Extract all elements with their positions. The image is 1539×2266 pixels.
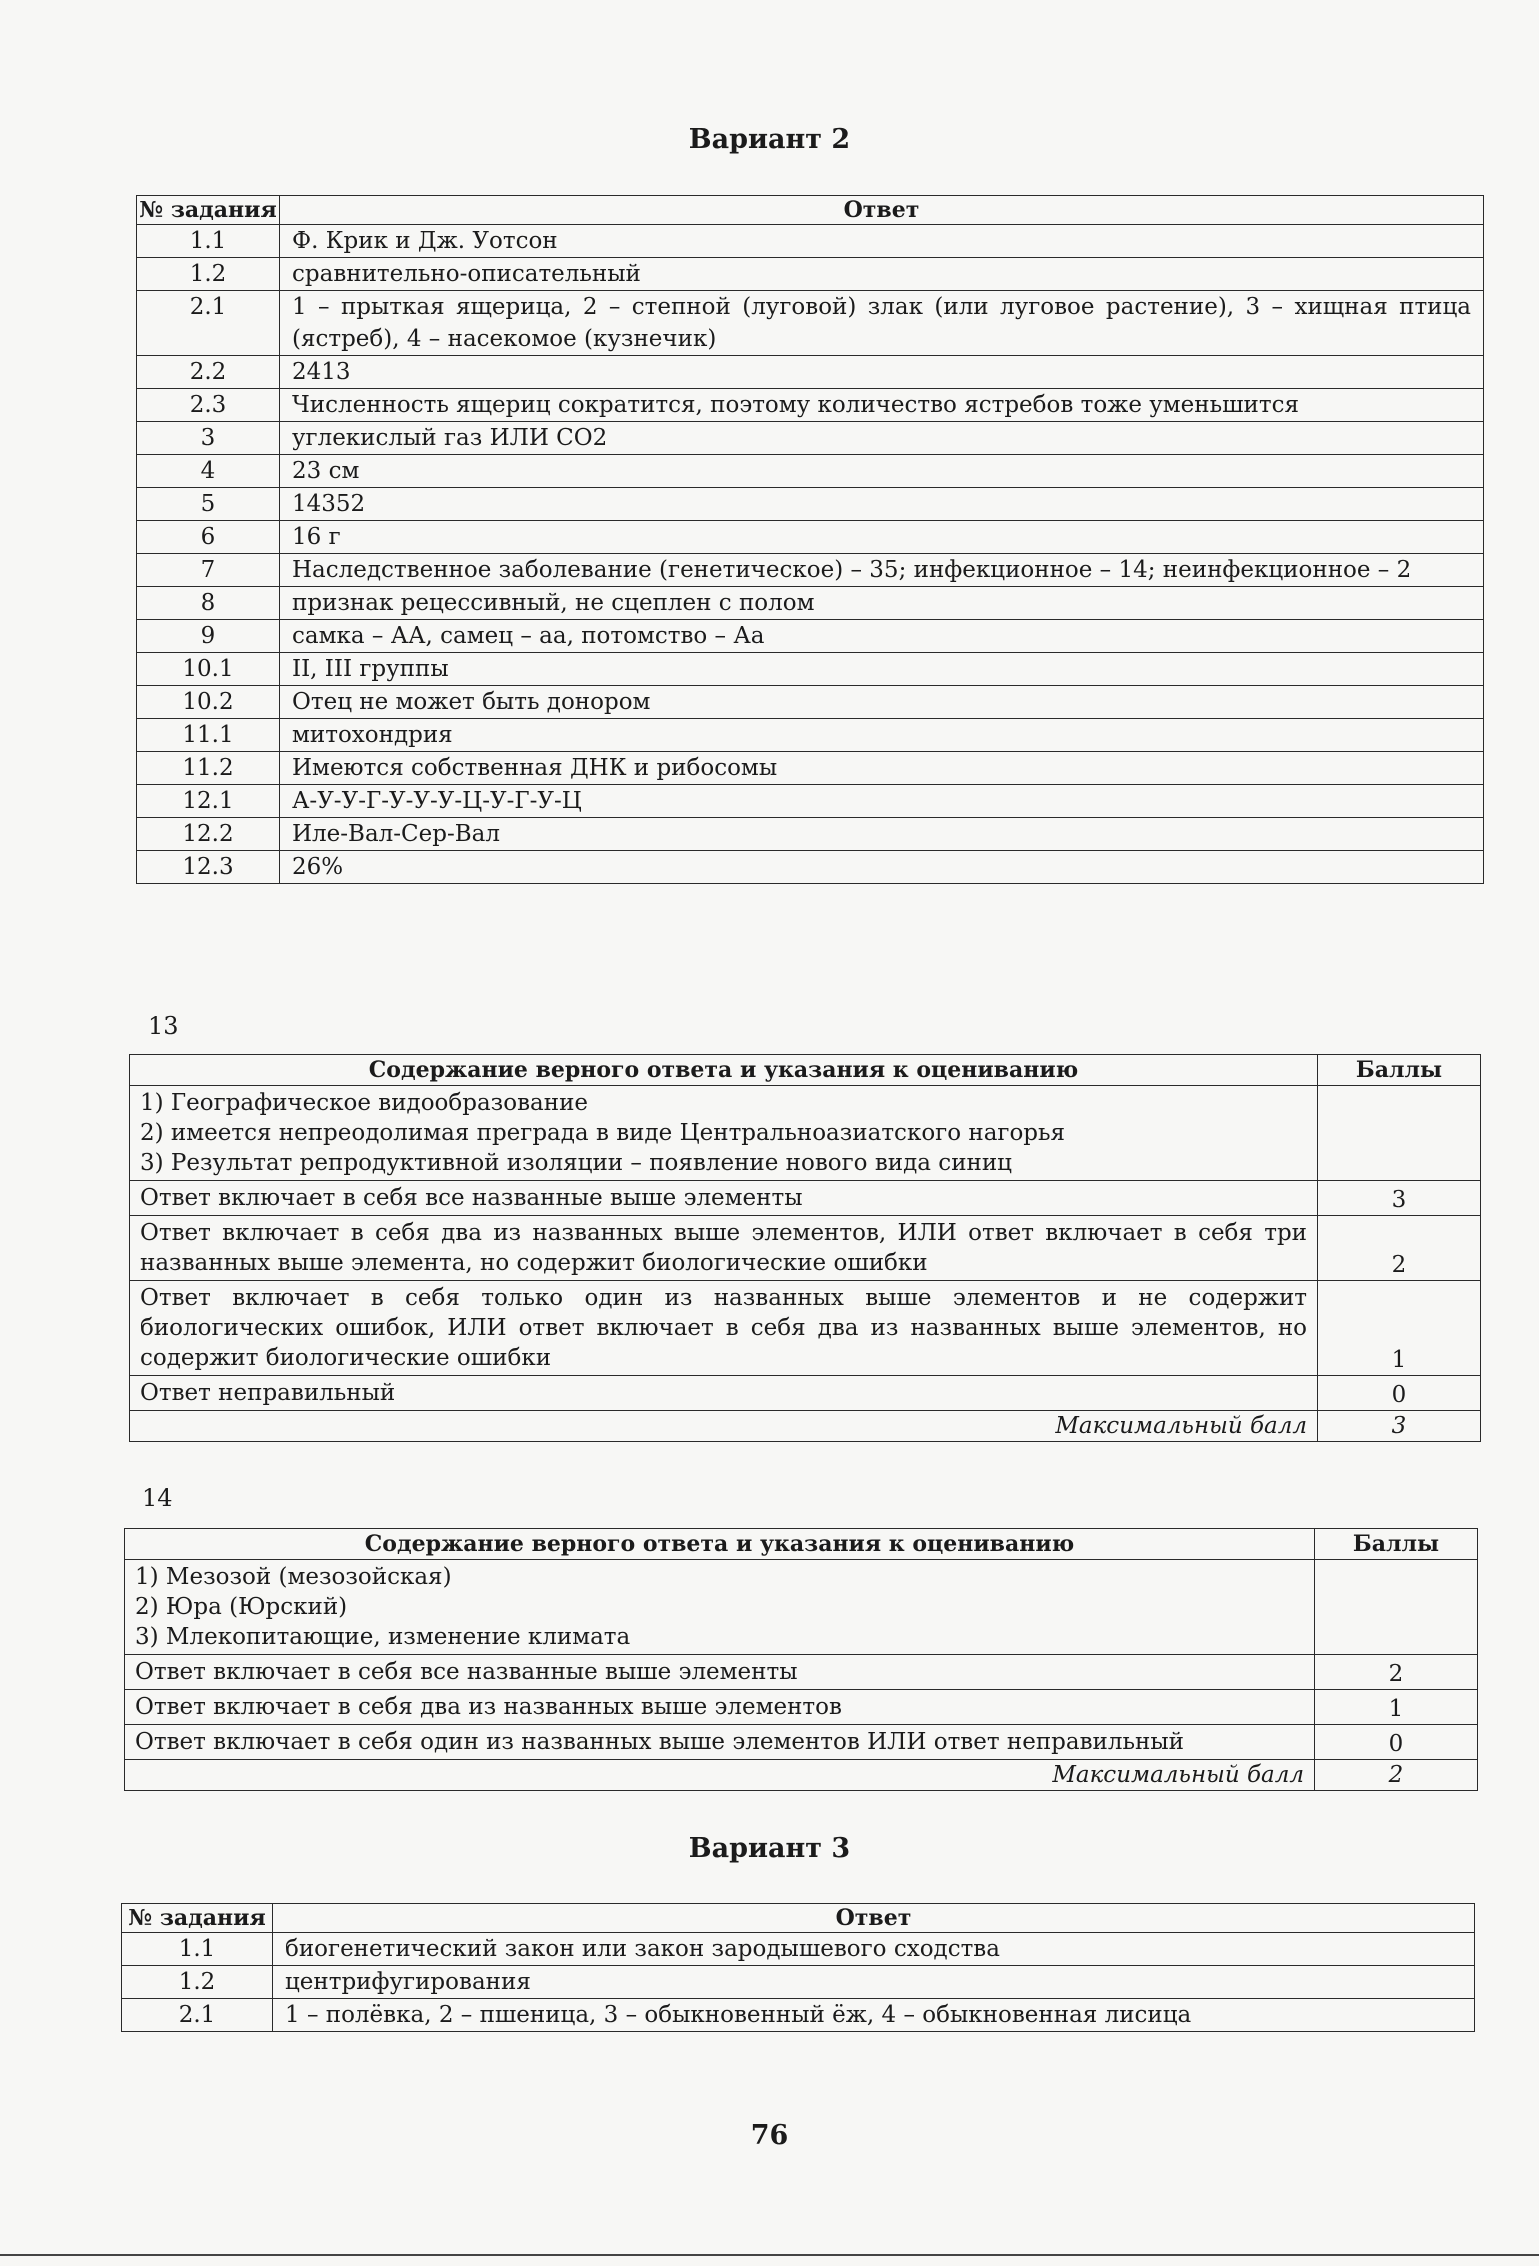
criterion-text: Ответ включает в себя все названные выше элементы [125,1655,1315,1690]
header-content: Содержание верного ответа и указания к оцениванию [130,1055,1318,1086]
header-task-number: № задания [137,196,280,225]
table-row [137,851,1484,884]
task-answer: 1 – прыткая ящерица, 2 – степной (луговой) злак (или луговое растение), 3 – хищная птица (ястреб), 4 – насекомое (кузнечик) [280,291,1484,356]
task-number: 3 [137,422,280,455]
table-row [137,291,1484,356]
variant-2-answer-table [136,195,1484,884]
task-answer: 23 см [280,455,1484,488]
table-header-row [122,1904,1475,1933]
question-14-number: 14 [142,1484,173,1512]
task-answer: центрифугирования [273,1966,1475,1999]
question-13-number: 13 [148,1012,179,1040]
task-number: 4 [137,455,280,488]
criterion-row [130,1181,1481,1216]
task-number: 8 [137,587,280,620]
table-row [137,818,1484,851]
header-answer: Ответ [273,1904,1475,1933]
criterion-text: Ответ включает в себя два из названных выше элементов [125,1690,1315,1725]
criterion-text: Ответ включает в себя два из названных выше элементов, ИЛИ ответ включает в себя три названных выше элемента, но содержит биологические ошибки [130,1216,1318,1281]
answer-element: 1) Географическое видообразование [140,1090,589,1116]
table-row [137,225,1484,258]
task-answer: биогенетический закон или закон зародышевого сходства [273,1933,1475,1966]
criterion-points: 0 [1318,1376,1481,1411]
max-score-row [125,1760,1478,1791]
task-answer: 16 г [280,521,1484,554]
table-row [137,752,1484,785]
criterion-row [130,1216,1481,1281]
criterion-points: 0 [1315,1725,1478,1760]
max-score-label: Максимальный балл [125,1760,1315,1791]
table-row [137,488,1484,521]
table-row [137,356,1484,389]
task-number: 6 [137,521,280,554]
question-13-criteria-table [129,1054,1481,1442]
table-header-row [130,1055,1481,1086]
task-number: 9 [137,620,280,653]
task-answer: II, III группы [280,653,1484,686]
task-answer: признак рецессивный, не сцеплен с полом [280,587,1484,620]
question-14-rows [125,1560,1478,1791]
criterion-row [130,1281,1481,1376]
table-row [122,1999,1475,2032]
criterion-points: 1 [1318,1281,1481,1376]
table-row [137,258,1484,291]
task-number: 10.2 [137,686,280,719]
criterion-text: Ответ включает в себя один из названных выше элементов ИЛИ ответ неправильный [125,1725,1315,1760]
answer-element: 2) Юра (Юрский) [135,1594,348,1620]
criterion-row [130,1376,1481,1411]
task-number: 11.1 [137,719,280,752]
table-row [137,554,1484,587]
variant-2-rows [137,225,1484,884]
task-number: 1.2 [137,258,280,291]
table-row [137,653,1484,686]
max-score-label: Максимальный балл [130,1411,1318,1442]
answer-element: 3) Результат репродуктивной изоляции – появление нового вида синиц [140,1150,1012,1176]
table-row [122,1933,1475,1966]
empty-points-cell [1315,1560,1478,1655]
table-row [137,785,1484,818]
empty-points-cell [1318,1086,1481,1181]
task-number: 2.3 [137,389,280,422]
criterion-points: 1 [1315,1690,1478,1725]
answer-element: 3) Млекопитающие, изменение климата [135,1624,631,1650]
header-points: Баллы [1318,1055,1481,1086]
max-score-row [130,1411,1481,1442]
variant-3-title: Вариант 3 [688,1833,851,1864]
task-answer: Наследственное заболевание (генетическое) – 35; инфекционное – 14; неинфекционное – 2 [280,554,1484,587]
question-13-rows [130,1086,1481,1442]
criterion-row [125,1725,1478,1760]
criterion-text: Ответ неправильный [130,1376,1318,1411]
task-number: 2.1 [137,291,280,356]
header-points: Баллы [1315,1529,1478,1560]
task-number: 1.1 [122,1933,273,1966]
answer-elements-row [125,1560,1478,1655]
task-answer: Численность ящериц сократится, поэтому количество ястребов тоже уменьшится [280,389,1484,422]
table-row [137,422,1484,455]
task-number: 1.1 [137,225,280,258]
task-answer: 2413 [280,356,1484,389]
task-answer: углекислый газ ИЛИ СО2 [280,422,1484,455]
task-number: 12.1 [137,785,280,818]
task-number: 2.1 [122,1999,273,2032]
task-number: 12.3 [137,851,280,884]
table-row [137,587,1484,620]
task-answer: Иле-Вал-Сер-Вал [280,818,1484,851]
table-row [137,455,1484,488]
task-number: 5 [137,488,280,521]
answer-elements-row [130,1086,1481,1181]
task-answer: 26% [280,851,1484,884]
criterion-row [125,1655,1478,1690]
header-content: Содержание верного ответа и указания к оцениванию [125,1529,1315,1560]
variant-2-title: Вариант 2 [688,124,851,155]
table-row [137,719,1484,752]
table-header-row [125,1529,1478,1560]
criterion-row [125,1690,1478,1725]
criterion-text: Ответ включает в себя только один из названных выше элементов и не содержит биологических ошибок, ИЛИ ответ включает в себя два из названных выше элементов, но содержит биологические ошибки [130,1281,1318,1376]
task-answer: Ф. Крик и Дж. Уотсон [280,225,1484,258]
table-row [137,620,1484,653]
max-score-value: 2 [1315,1760,1478,1791]
task-number: 12.2 [137,818,280,851]
task-answer: 14352 [280,488,1484,521]
header-task-number: № задания [122,1904,273,1933]
criterion-points: 2 [1318,1216,1481,1281]
criterion-points: 2 [1315,1655,1478,1690]
task-number: 1.2 [122,1966,273,1999]
page-bottom-edge [0,2254,1539,2256]
max-score-value: 3 [1318,1411,1481,1442]
task-number: 11.2 [137,752,280,785]
task-answer: 1 – полёвка, 2 – пшеница, 3 – обыкновенный ёж, 4 – обыкновенная лисица [273,1999,1475,2032]
page-number: 76 [750,2120,789,2151]
answer-elements [125,1560,1315,1655]
header-answer: Ответ [280,196,1484,225]
table-row [122,1966,1475,1999]
table-header-row [137,196,1484,225]
task-answer: Отец не может быть донором [280,686,1484,719]
task-answer: Имеются собственная ДНК и рибосомы [280,752,1484,785]
answer-element: 1) Мезозой (мезозойская) [135,1564,452,1590]
table-row [137,389,1484,422]
table-row [137,686,1484,719]
task-number: 7 [137,554,280,587]
variant-3-answer-table [121,1903,1475,2032]
question-14-criteria-table [124,1528,1478,1791]
answer-elements [130,1086,1318,1181]
task-answer: А-У-У-Г-У-У-У-Ц-У-Г-У-Ц [280,785,1484,818]
criterion-points: 3 [1318,1181,1481,1216]
variant-3-rows [122,1933,1475,2032]
answer-element: 2) имеется непреодолимая преграда в виде Центральноазиатского нагорья [140,1120,1066,1146]
task-answer: сравнительно-описательный [280,258,1484,291]
table-row [137,521,1484,554]
task-number: 10.1 [137,653,280,686]
task-number: 2.2 [137,356,280,389]
criterion-text: Ответ включает в себя все названные выше элементы [130,1181,1318,1216]
task-answer: самка – АА, самец – аа, потомство – Аа [280,620,1484,653]
task-answer: митохондрия [280,719,1484,752]
